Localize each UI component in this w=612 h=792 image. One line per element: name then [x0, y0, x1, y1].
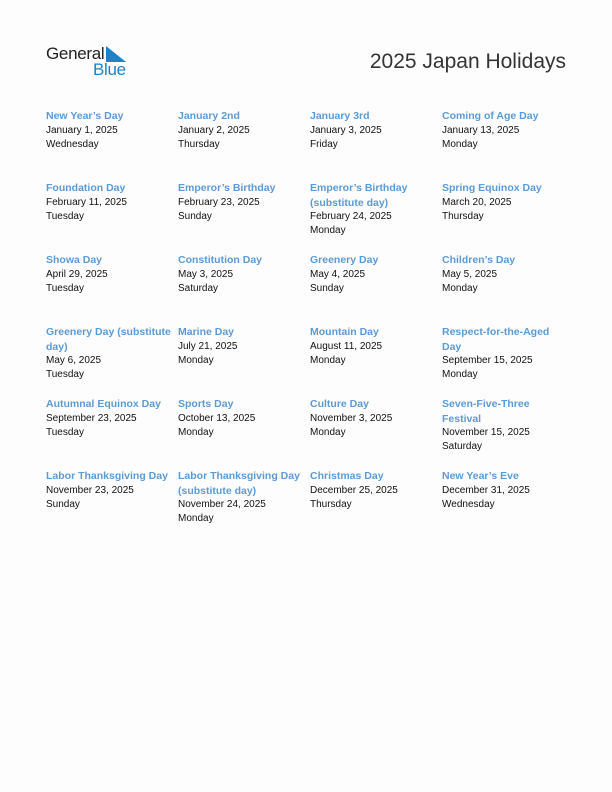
holiday-name: Emperor’s Birthday	[178, 182, 276, 194]
holiday-item	[442, 253, 574, 325]
holiday-item	[442, 181, 574, 253]
holiday-name: Autumnal Equinox Day	[46, 398, 161, 410]
holiday-item	[178, 181, 310, 253]
holiday-item	[310, 325, 442, 397]
holiday-weekday: Saturday	[178, 282, 219, 294]
holiday-name: January 3rd	[310, 110, 370, 122]
holiday-date: February 23, 2025	[178, 196, 260, 208]
holiday-weekday: Sunday	[46, 498, 80, 510]
holiday-item	[442, 469, 574, 541]
holiday-weekday: Tuesday	[46, 282, 84, 294]
logo-word-general: General	[46, 44, 105, 63]
holiday-name: Sports Day	[178, 398, 234, 410]
holiday-date: January 13, 2025	[442, 124, 520, 136]
holiday-date: November 3, 2025	[310, 412, 393, 424]
holiday-weekday: Thursday	[310, 498, 352, 510]
holiday-item	[310, 181, 442, 253]
holiday-date: May 4, 2025	[310, 268, 366, 280]
holiday-name: Showa Day	[46, 254, 103, 266]
holiday-weekday: Monday	[310, 225, 346, 236]
holiday-weekday: Wednesday	[442, 498, 495, 510]
holiday-date: January 3, 2025	[310, 124, 382, 136]
holiday-item	[442, 397, 574, 469]
holiday-name: Constitution Day	[178, 254, 262, 266]
holiday-date: December 25, 2025	[310, 484, 398, 496]
holiday-grid	[46, 109, 574, 541]
holiday-name: Coming of Age Day	[442, 110, 539, 122]
holiday-date: October 13, 2025	[178, 412, 256, 424]
holiday-name: Labor Thanksgiving Day	[46, 470, 168, 482]
holiday-name: Culture Day	[310, 398, 369, 410]
holiday-date: November 24, 2025	[178, 499, 266, 510]
holiday-item	[178, 109, 310, 181]
holiday-name: Greenery Day	[310, 254, 379, 266]
holiday-item	[46, 253, 178, 325]
holiday-weekday: Monday	[310, 426, 346, 438]
holiday-item	[310, 469, 442, 541]
holiday-weekday: Saturday	[442, 441, 483, 452]
holiday-date: November 23, 2025	[46, 484, 134, 496]
holiday-item	[310, 397, 442, 469]
holiday-weekday: Tuesday	[46, 426, 84, 438]
holiday-name: New Year’s Eve	[442, 470, 519, 482]
holiday-name: January 2nd	[178, 110, 240, 122]
holiday-item	[178, 325, 310, 397]
holiday-item	[46, 325, 178, 397]
holiday-item	[46, 397, 178, 469]
holiday-name: Mountain Day	[310, 326, 379, 338]
holiday-date: February 24, 2025	[310, 211, 392, 222]
holiday-name: Children’s Day	[442, 254, 516, 266]
holiday-item	[46, 181, 178, 253]
holiday-date: April 29, 2025	[46, 268, 108, 280]
holiday-name: Greenery Day (substitute day)	[46, 326, 171, 353]
holiday-item	[310, 109, 442, 181]
holiday-item	[178, 253, 310, 325]
holiday-item	[46, 109, 178, 181]
holiday-item	[442, 109, 574, 181]
holiday-item	[46, 469, 178, 541]
holiday-item	[442, 325, 574, 397]
holiday-date: March 20, 2025	[442, 196, 512, 208]
holiday-date: January 1, 2025	[46, 124, 118, 136]
holiday-date: August 11, 2025	[310, 340, 383, 352]
holiday-date: January 2, 2025	[178, 124, 250, 136]
holiday-date: May 3, 2025	[178, 268, 234, 280]
holiday-date: July 21, 2025	[178, 340, 238, 352]
holiday-name: Spring Equinox Day	[442, 182, 542, 194]
holiday-weekday: Monday	[442, 138, 478, 150]
holiday-name: Christmas Day	[310, 470, 384, 482]
page-title: 2025 Japan Holidays	[369, 50, 566, 73]
holiday-weekday: Monday	[442, 369, 478, 380]
holiday-item	[178, 469, 310, 541]
holiday-weekday: Friday	[310, 138, 338, 150]
holiday-date: November 15, 2025	[442, 427, 530, 438]
holiday-weekday: Tuesday	[46, 210, 84, 222]
holiday-name: Seven-Five-Three Festival	[442, 398, 530, 425]
holiday-name: Marine Day	[178, 326, 235, 338]
holiday-weekday: Monday	[442, 282, 478, 294]
holiday-name: Foundation Day	[46, 182, 126, 194]
logo	[46, 44, 136, 80]
holiday-weekday: Sunday	[178, 210, 212, 222]
holiday-date: May 5, 2025	[442, 268, 498, 280]
logo-word-blue: Blue	[93, 60, 126, 79]
holiday-date: September 15, 2025	[442, 355, 533, 366]
holiday-weekday: Thursday	[178, 138, 220, 150]
holiday-item	[178, 397, 310, 469]
holiday-date: December 31, 2025	[442, 484, 530, 496]
holiday-weekday: Monday	[178, 426, 214, 438]
holiday-date: May 6, 2025	[46, 355, 102, 366]
holiday-name: Respect-for-the-Aged Day	[442, 326, 550, 353]
holiday-weekday: Monday	[310, 354, 346, 366]
holiday-name: Emperor’s Birthday (substitute day)	[310, 182, 408, 209]
holiday-weekday: Tuesday	[46, 369, 84, 380]
holiday-weekday: Thursday	[442, 210, 484, 222]
holiday-weekday: Wednesday	[46, 138, 99, 150]
holiday-weekday: Sunday	[310, 282, 344, 294]
holiday-name: Labor Thanksgiving Day (substitute day)	[178, 470, 300, 497]
holiday-weekday: Monday	[178, 513, 214, 524]
holiday-name: New Year’s Day	[46, 110, 124, 122]
holiday-weekday: Monday	[178, 354, 214, 366]
holiday-date: February 11, 2025	[46, 196, 127, 208]
holiday-item	[310, 253, 442, 325]
holiday-date: September 23, 2025	[46, 412, 137, 424]
